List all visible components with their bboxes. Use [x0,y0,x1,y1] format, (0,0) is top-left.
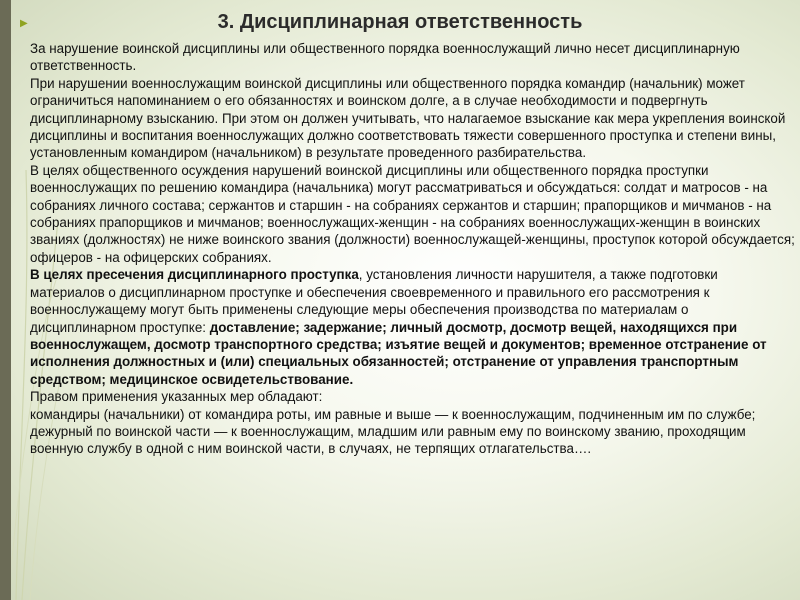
paragraph-liability: За нарушение воинской дисциплины или общественного порядка военнослужащий лично несет дисциплинарную ответственность. [30,41,740,74]
bold-lead-text: В целях пресечения дисциплинарного проступка [30,267,359,283]
paragraph-text: , установления личности нарушителя, а также подготовки материалов о дисциплинарном проступке и обеспечения своевременного и правильного его рассмотрения к военнослужащему могут быть применены следующие меры обеспечения производства по материалам о дисциплинарном проступке: [30,267,718,335]
paragraph-enforcement-measures [30,266,795,388]
page-title: 3. Дисциплинарная ответственность [217,11,583,33]
decorative-curve [16,170,27,600]
paragraph-duty-officer-authority: дежурный по воинской части — к военнослужащим, младшим или равным ему по воинскому званию, проходящим военную службу в одной с ним воинской части, в случаях, не терпящих отлагательства…. [30,423,746,457]
paragraph-commanders-authority: командиры (начальники) от командира роты, им равные и выше — к военнослужащим, подчиненным им по службе; [30,406,756,422]
paragraph-authority-intro: Правом применения указанных мер обладают: [30,389,323,405]
title-bullet-icon: ▶ [20,18,28,29]
paragraph-commander-actions: При нарушении военнослужащим воинской дисциплины или общественного порядка командир (начальник) может ограничиться напоминанием о его обязанностях и воинском долге, а в случае необходимости и подвергнуть дисциплинарному взысканию. При этом он должен учитывать, что налагаемое взыскание как мера укрепления воинской дисциплины и воспитания военнослужащих должно соответствовать тяжести совершенного проступка и степени вины, установленным командиром (начальником) в результате проведенного разбирательства. [30,75,786,161]
bold-measures-list: доставление; задержание; личный досмотр, досмотр вещей, находящихся при военнослужащем, досмотр транспортного средства; изъятие вещей и документов; временное отстранение от исполнения должностных и (или) специальных обязанностей; отстранение от управления транспортным средством; медицинское освидетельствование. [30,319,767,387]
document-body [30,40,795,458]
paragraph-public-discussion: В целях общественного осуждения нарушений воинской дисциплины или общественного порядка проступки военнослужащих по решению командира (начальника) могут рассматриваться и обсуждаться: солдат и матросов - на собраниях личного состава; сержантов и старшин - на собраниях сержантов и старшин; прапорщиков и мичманов - на собраниях прапорщиков и мичманов; военнослужащих-женщин - на собраниях военнослужащих-женщин в воинских званиях (должностях) не ниже воинского звания (должности) военнослужащей-женщины, проступок которой обсуждается; офицеров - на офицерских собраниях. [30,162,795,265]
